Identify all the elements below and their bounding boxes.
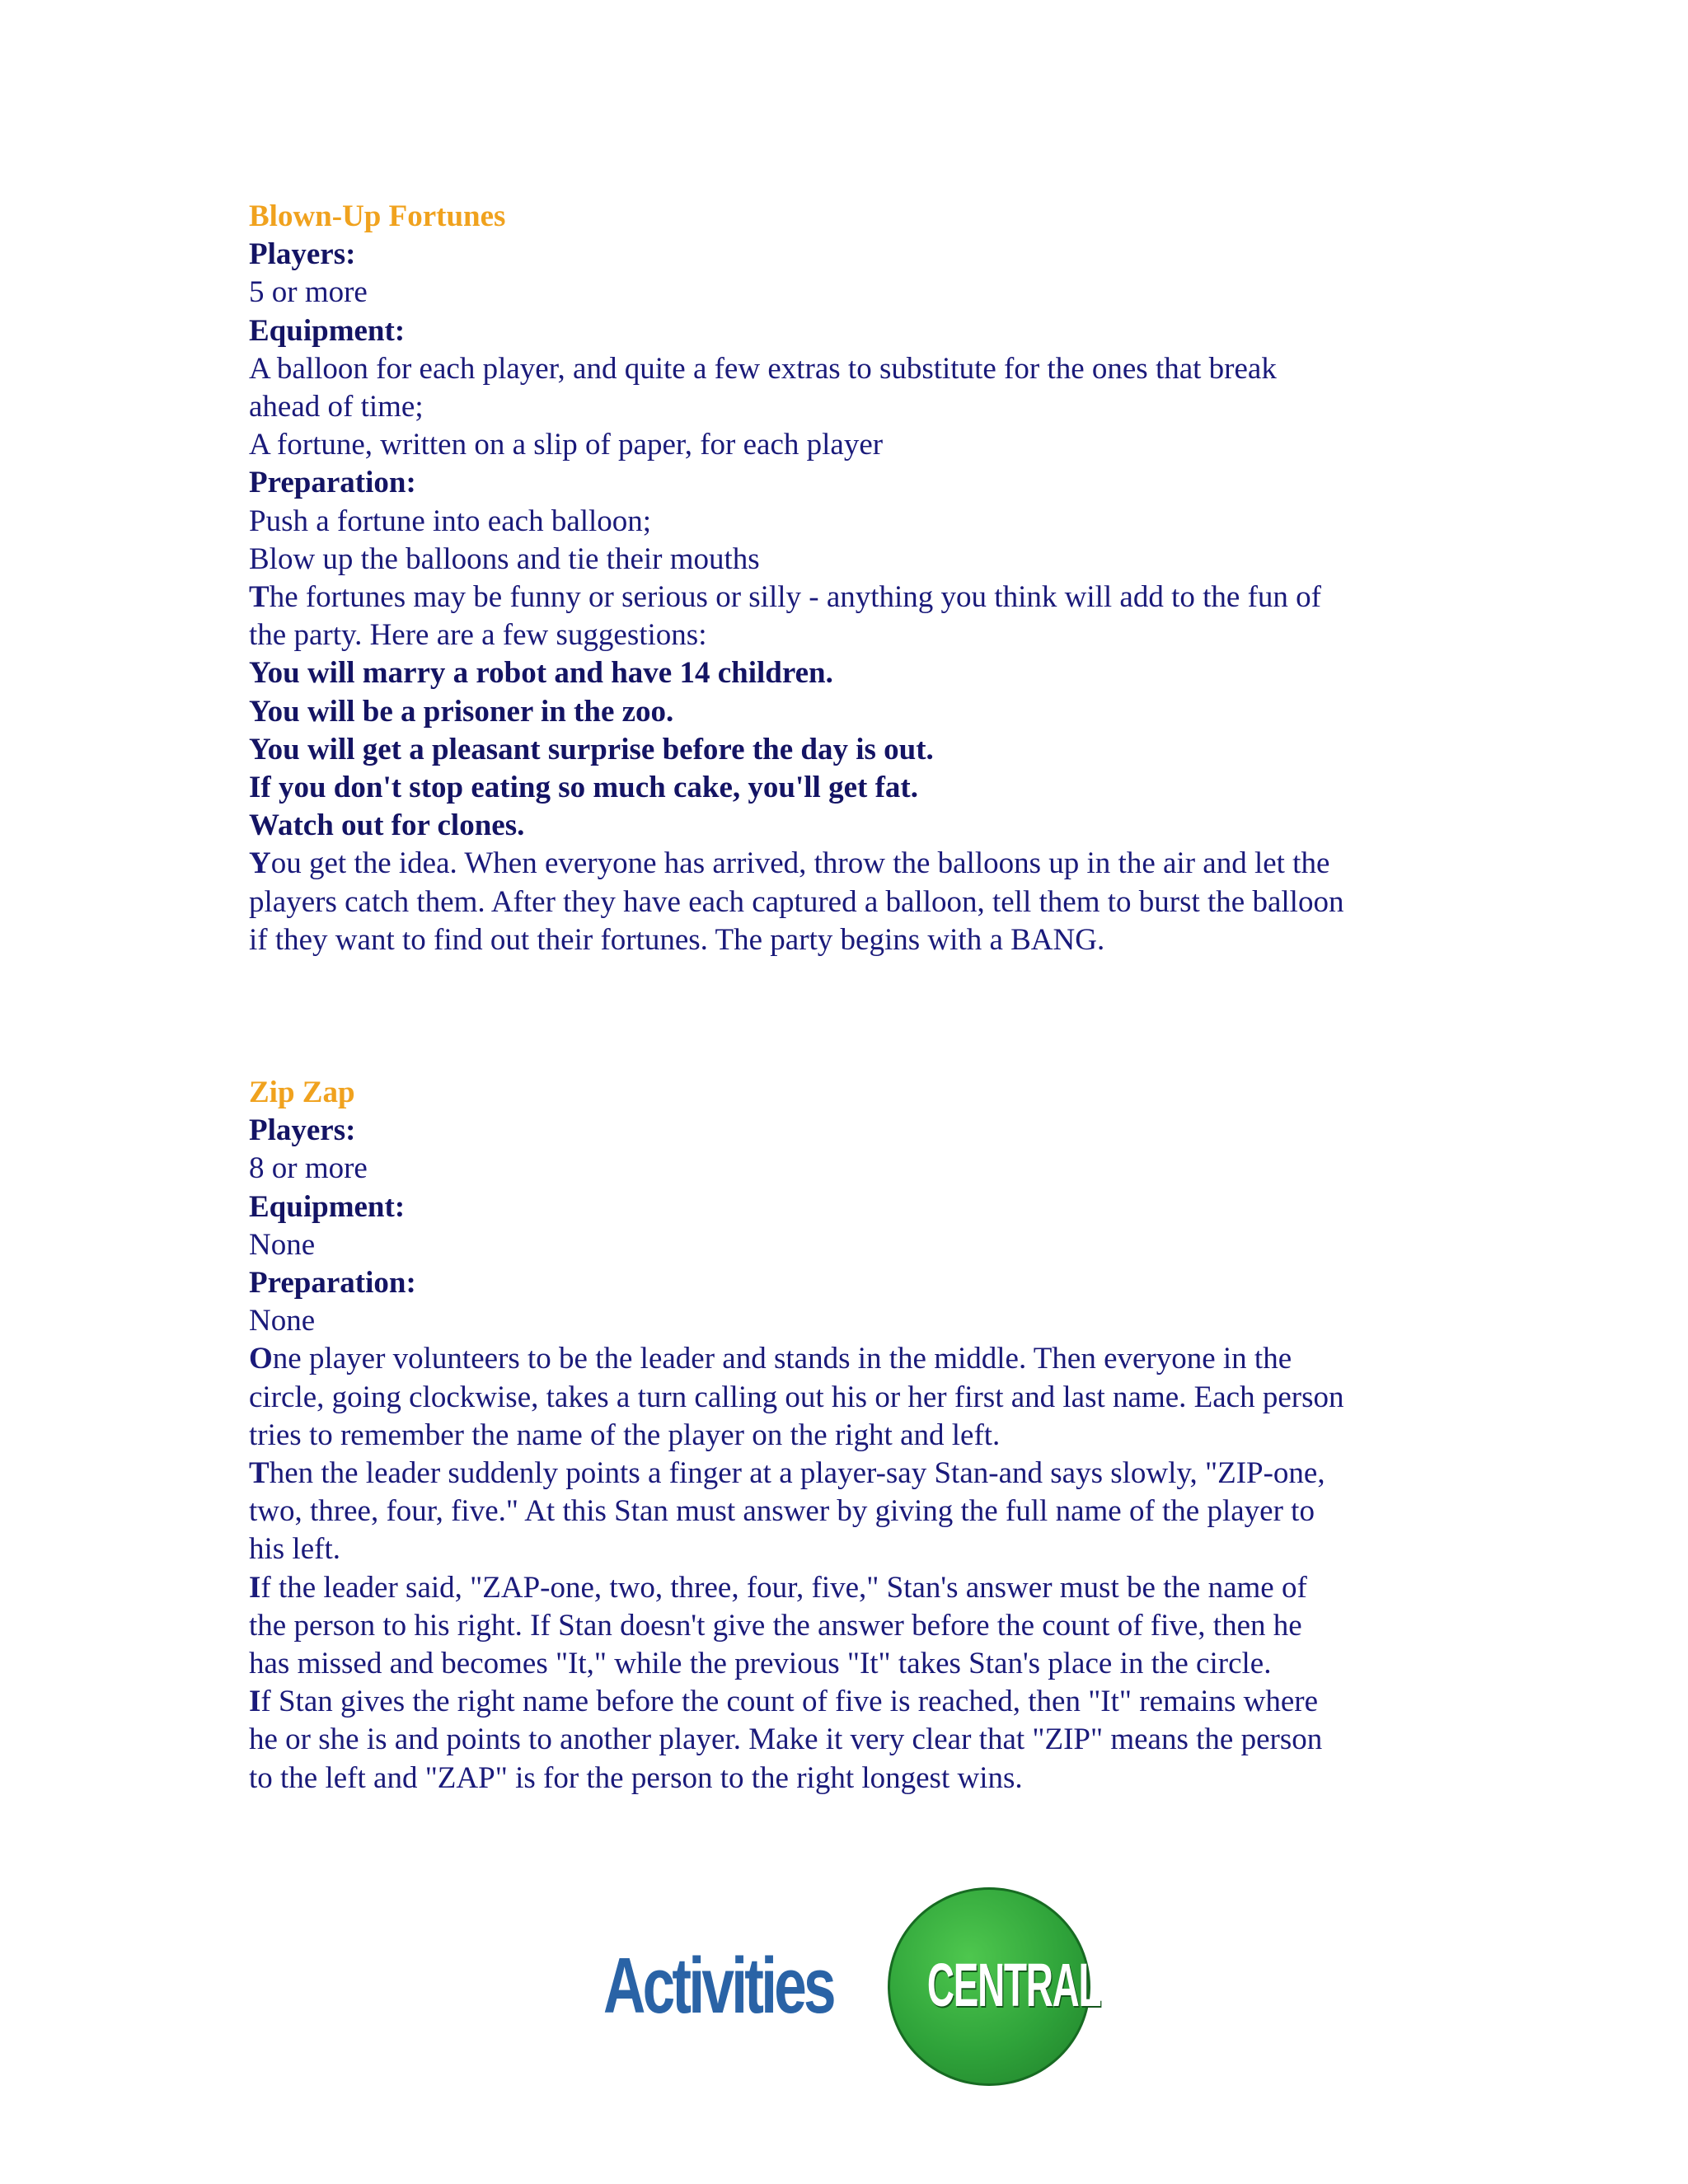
intro-text: he fortunes may be funny or serious or silly - anything you think will add to the fun of: [269, 580, 1321, 615]
drop-cap: I: [249, 1570, 261, 1605]
players-heading: Players:: [249, 237, 356, 272]
game-title: Blown-Up Fortunes: [249, 199, 506, 233]
drop-cap: T: [249, 580, 270, 615]
equipment-value: None: [249, 1227, 316, 1262]
rules-line: [249, 1683, 1452, 1721]
closing-text: ou get the idea. When everyone has arrived, throw the balloons up in the air and let the: [270, 846, 1330, 881]
rules-text: ne player volunteers to be the leader and stands in the middle. Then everyone in the: [272, 1342, 1292, 1376]
equipment-line: A balloon for each player, and quite a few extras to substitute for the ones that break: [249, 351, 1277, 386]
drop-cap: I: [249, 1685, 261, 1719]
players-heading: Players:: [249, 1113, 356, 1148]
drop-cap: T: [249, 1456, 270, 1491]
fortune-example: Watch out for clones.: [249, 808, 525, 843]
closing-line: players catch them. After they have each captured a balloon, tell them to burst the balloon: [249, 884, 1344, 919]
rules-line: two, three, four, five." At this Stan must answer by giving the full name of the player to: [249, 1494, 1315, 1529]
intro-line: the party. Here are a few suggestions:: [249, 618, 707, 653]
logo-wordmark: Activities: [603, 1942, 833, 2030]
preparation-value: None: [249, 1304, 316, 1338]
preparation-line: Push a fortune into each balloon;: [249, 504, 652, 538]
rules-line: his left.: [249, 1532, 340, 1567]
game-title: Zip Zap: [249, 1076, 355, 1109]
rules-text: f the leader said, "ZAP-one, two, three, four, five," Stan's answer must be the name of: [260, 1570, 1307, 1605]
preparation-heading: Preparation:: [249, 466, 416, 500]
activities-central-logo: [603, 1887, 1101, 2085]
rules-line: to the left and "ZAP" is for the person to the right longest wins.: [249, 1760, 1023, 1795]
rules-line: [249, 1340, 1452, 1378]
equipment-line: A fortune, written on a slip of paper, for each player: [249, 428, 884, 462]
closing-line: if they want to find out their fortunes. The party begins with a BANG.: [249, 922, 1105, 957]
rules-text: hen the leader suddenly points a finger at a player-say Stan-and says slowly, "ZIP-one,: [269, 1456, 1325, 1491]
rules-text: f Stan gives the right name before the count of five is reached, then "It" remains where: [260, 1685, 1319, 1719]
players-value: 8 or more: [249, 1151, 368, 1186]
game-section-blown-up-fortunes: [249, 198, 1452, 959]
equipment-line: ahead of time;: [249, 390, 424, 424]
closing-line: [249, 845, 1452, 883]
intro-line: [249, 579, 1452, 616]
equipment-heading: Equipment:: [249, 1189, 406, 1224]
rules-line: tries to remember the name of the player on the right and left.: [249, 1418, 1001, 1452]
game-section-zip-zap: [249, 1074, 1452, 1797]
rules-line: circle, going clockwise, takes a turn calling out his or her first and last name. Each person: [249, 1380, 1344, 1414]
rules-line: [249, 1569, 1452, 1607]
drop-cap: O: [249, 1342, 273, 1376]
preparation-line: Blow up the balloons and tie their mouths: [249, 541, 760, 576]
logo-badge-text: CENTRAL: [926, 1951, 1101, 2019]
players-value: 5 or more: [249, 275, 368, 310]
rules-line: he or she is and points to another player. Make it very clear that "ZIP" means the person: [249, 1722, 1323, 1757]
fortune-example: You will get a pleasant surprise before the day is out.: [249, 732, 934, 766]
rules-line: [249, 1455, 1452, 1493]
fortune-example: You will be a prisoner in the zoo.: [249, 694, 674, 729]
equipment-heading: Equipment:: [249, 313, 406, 348]
rules-line: the person to his right. If Stan doesn't give the answer before the count of five, then he: [249, 1608, 1302, 1643]
rules-line: has missed and becomes "It," while the previous "It" takes Stan's place in the circle.: [249, 1647, 1272, 1681]
drop-cap: Y: [249, 846, 271, 881]
preparation-heading: Preparation:: [249, 1266, 416, 1301]
fortune-example: You will marry a robot and have 14 children.: [249, 656, 833, 691]
fortune-example: If you don't stop eating so much cake, you'll get fat.: [249, 771, 918, 805]
